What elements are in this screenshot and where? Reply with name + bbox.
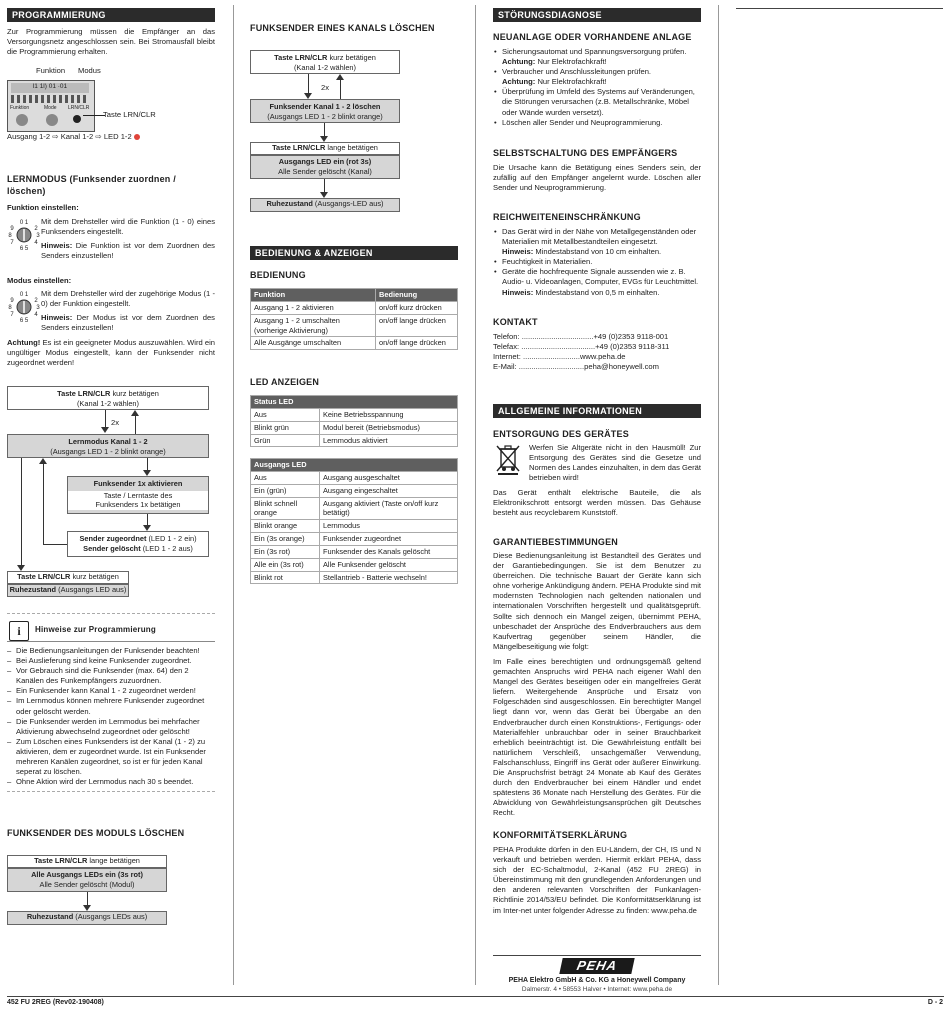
kontakt-key: Telefax: ...................................	[493, 342, 596, 352]
hinweis-item: – Im Lernmodus können mehrere Funksender zugeordnet oder gelöscht werden.	[7, 696, 215, 716]
svg-text:8: 8	[8, 305, 12, 311]
led-meaning: Stellantrieb - Batterie wechseln!	[320, 571, 458, 584]
stoerungsdiagnose-header: STÖRUNGSDIAGNOSE	[493, 8, 701, 22]
modus-text: Mit dem Drehsteller wird der zugehörige Modus (1 - 0) der Funktion eingestellt.	[41, 289, 215, 309]
flow-step-funksender-aktivieren: Funksender 1x aktivieren Taste / Lerntaste des Funksenders 1x betätigen	[67, 476, 209, 514]
legend-ausgang: Ausgang 1-2	[7, 132, 51, 141]
led-meaning: Ausgang aktiviert (Taste on/off kurz betätigt)	[320, 497, 458, 520]
entsorgung-text-2: Das Gerät enthält elektrische Bauteile, die als Elektronikschrott entsorgt werden müssen. Das Gehäuse besteht aus recyclebarem Kunststoff.	[493, 488, 701, 518]
garantie-text-1: Diese Bedienungsanleitung ist Bestandteil des Gerätes und der Garantiebedingungen. Sie ist dem Benutzer zu überreichen. Die technische Bauart der Geräte kann sich ohne vorherige Ankündigung ändern. PEHA Produkte sind mit modernsten Technologien nach geltenden nationalen und internationalen Vorschriften hergestellt und qualitätsgeprüft. Sollte sich dennoch ein Mangel zeigen, übernimmt PEHA, unbeschadet der Ansprüche des Endverbrauchers aus dem Kaufvertrag gegenüber seinem Händler, die Mängelbeseitigung wie folgt:	[493, 551, 701, 651]
led-meaning: Ausgang eingeschaltet	[320, 484, 458, 497]
hinweise-list	[7, 646, 215, 787]
modul-step-taste-lange: Taste LRN/CLR lange betätigen	[7, 855, 167, 868]
neuanlage-list	[493, 47, 701, 128]
led-state: Ein (3s rot)	[251, 545, 320, 558]
device-terminals	[11, 95, 89, 103]
hinweis-item: – Bei Auslieferung sind keine Funksender zugeordnet.	[7, 656, 215, 666]
list-item: • Feuchtigkeit in Materialien.	[493, 257, 701, 267]
led-meaning: Alle Funksender gelöscht	[320, 558, 458, 571]
garantie-text-2: Im Falle eines berechtigten und ordnungsgemäß geltend gemachten Anspruchs wird PEHA nach eigener Wahl den Mangel des Gerätes beseitigen oder ein mangelfreies Gerät liefern. Weitergehende Ansprüche und Ersatz von Folgeschäden sind ausgeschlossen. Ein berechtigter Mangel liegt dann vor, wenn das Gerät bei Übergabe an den Endverbraucher durch einen Konstruktions-, Fertigungs- oder Materialfehler unbrauchbar oder in seiner Brauchbarkeit erheblich beeinträchtigt ist. Die Gewährleistung entfällt bei natürlichem Verschleiß, unsachgemäßer Verwendung, Falschanschluss, Eingriff ins Gerät oder äußerer Einwirkung. Die Anspruchsfrist beträgt 24 Monate ab Kauf des Gerätes durch den Endverbraucher bei einem Händler und endet spätestens 36 Monate nach Herstellung des Gerätes. Für die Abwicklung von Gewährleistungsansprüchen gilt Deutsches Recht.	[493, 657, 701, 818]
table-row	[251, 314, 458, 337]
kontakt-value: peha@honeywell.com	[584, 362, 659, 372]
list-item: • Löschen aller Sender und Neuprogrammierung.	[493, 118, 701, 128]
neuanlage-title: NEUANLAGE ODER VORHANDENE ANLAGE	[493, 32, 692, 42]
table-cell-bedienung: on/off lange drücken	[376, 314, 458, 337]
legend-led: LED 1-2	[103, 132, 132, 141]
device-digits: l1 1l) 01 ·01	[11, 83, 89, 93]
rotary-switch-modus-icon	[7, 290, 41, 324]
device-diagram	[7, 65, 215, 145]
led-state: Ein (grün)	[251, 484, 320, 497]
kontakt-value: +49 (0)2353 9118-001	[593, 332, 669, 341]
legend-kanal: Kanal 1-2	[60, 132, 94, 141]
programmierung-intro: Zur Programmierung müssen die Empfänger an das Versorgungsnetz angeschlossen sein. Bei Stromausfall bleibt die Programmierung erhalten.	[7, 27, 215, 57]
svg-text:3: 3	[36, 305, 40, 311]
svg-text:9: 9	[10, 298, 14, 304]
info-icon: i	[9, 621, 29, 641]
device-label-lrnclr: LRN/CLR	[68, 105, 90, 111]
table-row	[251, 471, 458, 484]
led-state: Grün	[251, 434, 320, 447]
kontakt-key: Internet: ...........................	[493, 352, 580, 362]
diagram-label-modus: Modus	[78, 66, 101, 75]
kontakt-row	[493, 342, 701, 352]
hinweis-item: – Zum Löschen eines Funksenders ist der Kanal (1 - 2) zu aktivieren, dem er zugeordnet wurde. Ist ein Funksender mehreren Kanälen zugeordnet, so ist er für jeden Kanal seperat zu löschen.	[7, 737, 215, 777]
led-meaning: Funksender zugeordnet	[320, 533, 458, 546]
page-number: D - 2	[927, 999, 943, 1006]
device-label-mode: Mode	[44, 105, 57, 111]
garantie-title: GARANTIEBESTIMMUNGEN	[493, 537, 618, 547]
table-row	[251, 434, 458, 447]
device-label-funktion: Funktion	[10, 105, 30, 111]
hinweis-item: – Die Bedienungsanleitungen der Funksender beachten!	[7, 646, 215, 656]
funktion-text: Mit dem Drehsteller wird die Funktion (1 - 0) eines Funksenders eingestellt.	[41, 217, 215, 237]
weee-bin-icon	[495, 443, 521, 475]
svg-text:4: 4	[34, 312, 38, 318]
table-row	[251, 497, 458, 520]
led-state: Blinkt rot	[251, 571, 320, 584]
kanal-step-loeschen: Funksender Kanal 1 - 2 löschen (Ausgangs LED 1 - 2 blinkt orange)	[250, 99, 400, 123]
kontakt-key: Telefon: ..................................	[493, 332, 594, 341]
table-cell-funktion: Alle Ausgänge umschalten	[251, 337, 376, 350]
kontakt-title: KONTAKT	[493, 317, 538, 327]
flow-2x-label: 2x	[111, 418, 120, 427]
hinweis-item: – Die Funksender werden im Lernmodus bei mehrfacher Aktivierung abwechselnd zugeordnet oder gelöscht!	[7, 717, 215, 737]
funktion-knob-icon[interactable]	[16, 114, 28, 126]
table-cell-funktion: Ausgang 1 - 2 aktivieren	[251, 301, 376, 314]
footer-rule	[7, 996, 944, 997]
achtung-text: Achtung! Es ist ein geeigneter Modus auszuwählen. Wird ein ungültiger Modus eingestellt, kann der Funksender nicht zugeordnet werden!	[7, 338, 215, 368]
table-row	[251, 301, 458, 314]
programmierung-header: PROGRAMMIERUNG	[7, 8, 215, 22]
flow-step-sender-zugeordnet: Sender zugeordnet (LED 1 - 2 ein) Sender gelöscht (LED 1 - 2 aus)	[67, 531, 209, 557]
flow-step-lernmodus: Lernmodus Kanal 1 - 2 (Ausgangs LED 1 - 2 blinkt orange)	[7, 434, 209, 458]
company-address: Dalmerstr. 4 • 58553 Halver • Internet: www.peha.de	[521, 986, 673, 993]
table-row	[251, 484, 458, 497]
svg-text:4: 4	[34, 240, 38, 246]
kanal-step-ruhezustand: Ruhezustand (Ausgangs-LED aus)	[250, 198, 400, 212]
led-meaning: Lernmodus	[320, 520, 458, 533]
konformitaet-text: PEHA Produkte dürfen in den EU-Ländern, der CH, IS und N verkauft und betrieben werden. Hiermit erklärt PEHA, dass sich der EC-Schaltmodul, 2-Kanal (452 FU 2REG) in Übereinstimmung mit den grundlegenden Anforderungen und den anderen relevanten Vorschriften der Funkanlagen-Richtlinie 2014/53/EU befindet. Die Konformitätserklärung ist im Inter-net unter folgender Adresse zu finden: www.peha.de	[493, 845, 701, 915]
kanal-step-led-ein: Ausgangs LED ein (rot 3s) Alle Sender gelöscht (Kanal)	[250, 155, 400, 179]
selbstschaltung-title: SELBSTSCHALTUNG DES EMPFÄNGERS	[493, 148, 678, 158]
kanal-loeschen-flowchart	[250, 50, 460, 215]
lernmodus-flowchart	[7, 386, 215, 601]
svg-text:0 1: 0 1	[19, 220, 29, 226]
hinweis-item: – Ein Funksender kann Kanal 1 - 2 zugeordnet werden!	[7, 686, 215, 696]
flow-step-ruhezustand: Ruhezustand (Ausgangs LED aus)	[7, 584, 129, 597]
table-row	[251, 571, 458, 584]
col4-top-rule	[736, 8, 943, 9]
table-row	[251, 520, 458, 533]
list-item: • Überprüfung im Umfeld des Systems auf Veränderungen, die Störungen verursachen (z.B. Metallschränke, Möbel oder Wände wurden versetzt).	[493, 87, 701, 117]
modus-hint: Hinweis: Der Modus ist vor dem Zuordnen des Senders einzustellen!	[41, 313, 215, 333]
table-cell-bedienung: on/off lange drücken	[376, 337, 458, 350]
column-divider	[475, 5, 476, 985]
table-row	[251, 421, 458, 434]
svg-text:7: 7	[10, 240, 14, 246]
kanal-loeschen-title: FUNKSENDER EINES KANALS LÖSCHEN	[250, 23, 435, 33]
svg-text:8: 8	[8, 233, 12, 239]
list-item: • Verbraucher und Anschlussleitungen prüfen. Achtung: Nur Elektrofachkraft!	[493, 67, 701, 87]
led-state: Blinkt schnell orange	[251, 497, 320, 520]
kontakt-key: E-Mail: ...............................	[493, 362, 585, 372]
arrow-right-icon: ⇨	[52, 132, 61, 141]
table-row	[251, 533, 458, 546]
selbstschaltung-text: Die Ursache kann die Betätigung eines Senders sein, der zufällig auf den Empfänger angelernt wurde. Löschen aller Sender und Neuprogrammierung.	[493, 163, 701, 193]
lernmodus-title: LERNMODUS (Funksender zuordnen / löschen)	[7, 174, 176, 196]
ausgang-led-table	[250, 458, 458, 584]
status-led-table	[250, 395, 458, 447]
list-item: • Das Gerät wird in der Nähe von Metallgegenständen oder Materialien mit Metallbestandteilen eingesetzt. Hinweis: Mindestabstand von 10 cm einhalten.	[493, 227, 701, 257]
kontakt-row	[493, 352, 701, 362]
led-meaning: Lernmodus aktiviert	[320, 434, 458, 447]
funktion-heading: Funktion einstellen:	[7, 203, 79, 212]
svg-text:0 1: 0 1	[19, 292, 29, 298]
kanal-2x-label: 2x	[321, 83, 330, 92]
funktion-hint: Hinweis: Die Funktion ist vor dem Zuordnen des Senders einzustellen!	[41, 241, 215, 261]
table-row	[251, 337, 458, 350]
table-cell-funktion: Ausgang 1 - 2 umschalten (vorherige Aktivierung)	[251, 314, 376, 337]
list-item: • Sicherungsautomat und Spannungsversorgung prüfen. Achtung: Nur Elektrofachkraft!	[493, 47, 701, 67]
kontakt-row	[493, 332, 701, 342]
bedienung-title: BEDIENUNG	[250, 270, 306, 280]
svg-text:2: 2	[34, 226, 38, 232]
diagram-label-taste: Taste LRN/CLR	[103, 110, 156, 119]
svg-text:3: 3	[36, 233, 40, 239]
led-state: Alle ein (3s rot)	[251, 558, 320, 571]
column-divider	[233, 5, 234, 985]
led-state: Aus	[251, 408, 320, 421]
bedienung-table	[250, 288, 458, 350]
led-anzeigen-title: LED ANZEIGEN	[250, 377, 320, 387]
bedienung-col-funktion: Funktion	[251, 289, 376, 302]
led-state: Blinkt grün	[251, 421, 320, 434]
entsorgung-text-1: Werfen Sie Altgeräte nicht in den Hausmüll! Zur Entsorgung des Gerätes sind die Gesetze und Normen des Landes einzuhalten, in dem das Gerät betrieben wird!	[529, 443, 701, 483]
ausgang-led-header: Ausgangs LED	[251, 459, 458, 472]
svg-text:6 5: 6 5	[19, 318, 29, 324]
flow-step-taste-kurz-end: Taste LRN/CLR kurz betätigen	[7, 571, 129, 584]
modul-loeschen-flowchart	[7, 855, 215, 930]
list-item: • Geräte die hochfrequente Signale aussenden wie z. B. Audio- u. Videoanlagen, Computer, EVGs für Leuchtmittel. Hinweis: Mindestabstand von 0,5 m einhalten.	[493, 267, 701, 297]
led-state: Ein (3s orange)	[251, 533, 320, 546]
entsorgung-title: ENTSORGUNG DES GERÄTES	[493, 429, 629, 439]
svg-text:6 5: 6 5	[19, 246, 29, 252]
status-led-header: Status LED	[251, 396, 458, 409]
led-meaning: Modul bereit (Betriebsmodus)	[320, 421, 458, 434]
allgemeine-informationen-header: ALLGEMEINE INFORMATIONEN	[493, 404, 701, 418]
table-row	[251, 545, 458, 558]
table-row	[251, 558, 458, 571]
kontakt-list	[493, 332, 701, 372]
konformitaet-title: KONFORMITÄTSERKLÄRUNG	[493, 830, 628, 840]
hinweis-item: – Ohne Aktion wird der Lernmodus nach 30 s beendet.	[7, 777, 215, 787]
modul-loeschen-title: FUNKSENDER DES MODULS LÖSCHEN	[7, 828, 185, 838]
hinweis-item: – Vor Gebrauch sind die Funksender (max. 64) den 2 Kanälen des Funkempfängers zuzuordnen.	[7, 666, 215, 686]
modul-step-ruhezustand: Ruhezustand (Ausgangs LEDs aus)	[7, 911, 167, 925]
arrow-right-icon: ⇨	[95, 132, 104, 141]
svg-text:7: 7	[10, 312, 14, 318]
modus-heading: Modus einstellen:	[7, 276, 72, 285]
led-meaning: Funksender des Kanals gelöscht	[320, 545, 458, 558]
kanal-step-taste-lange: Taste LRN/CLR lange betätigen	[250, 142, 400, 155]
led-state: Aus	[251, 471, 320, 484]
lrn-clr-button[interactable]	[73, 115, 81, 123]
company-name: PEHA Elektro GmbH & Co. KG a Honeywell Company	[508, 977, 686, 984]
footer-article-number: 452 FU 2REG (Rev02-190408)	[7, 999, 104, 1006]
taste-pointer	[83, 115, 105, 116]
bedienung-col-bedienung: Bedienung	[376, 289, 458, 302]
led-state: Blinkt orange	[251, 520, 320, 533]
led-icon	[134, 134, 140, 140]
diagram-legend	[7, 132, 140, 142]
svg-text:9: 9	[10, 226, 14, 232]
modus-knob-icon[interactable]	[46, 114, 58, 126]
reichweite-list	[493, 227, 701, 298]
bedienung-anzeigen-header: BEDIENUNG & ANZEIGEN	[250, 246, 458, 260]
table-cell-bedienung: on/off kurz drücken	[376, 301, 458, 314]
led-meaning: Ausgang ausgeschaltet	[320, 471, 458, 484]
hinweise-title: Hinweise zur Programmierung	[35, 625, 156, 634]
column-divider	[718, 5, 719, 985]
kontakt-value: www.peha.de	[579, 352, 626, 362]
kontakt-value: +49 (0)2353 9118-311	[595, 342, 670, 352]
rotary-switch-funktion-icon	[7, 218, 41, 252]
modul-step-alle-leds: Alle Ausgangs LEDs ein (3s rot) Alle Sender gelöscht (Modul)	[7, 868, 167, 892]
kontakt-row	[493, 362, 701, 372]
diagram-label-funktion: Funktion	[36, 66, 66, 75]
kanal-step-taste-kurz: Taste LRN/CLR kurz betätigen (Kanal 1-2 wählen)	[250, 50, 400, 74]
table-row	[251, 408, 458, 421]
svg-text:2: 2	[34, 298, 38, 304]
peha-logo: PEHA	[559, 958, 634, 974]
reichweite-title: REICHWEITENEINSCHRÄNKUNG	[493, 212, 641, 222]
flow-step-taste-kurz: Taste LRN/CLR kurz betätigen (Kanal 1-2 wählen)	[7, 386, 209, 410]
led-meaning: Keine Betriebsspannung	[320, 408, 458, 421]
device-body	[7, 80, 95, 132]
